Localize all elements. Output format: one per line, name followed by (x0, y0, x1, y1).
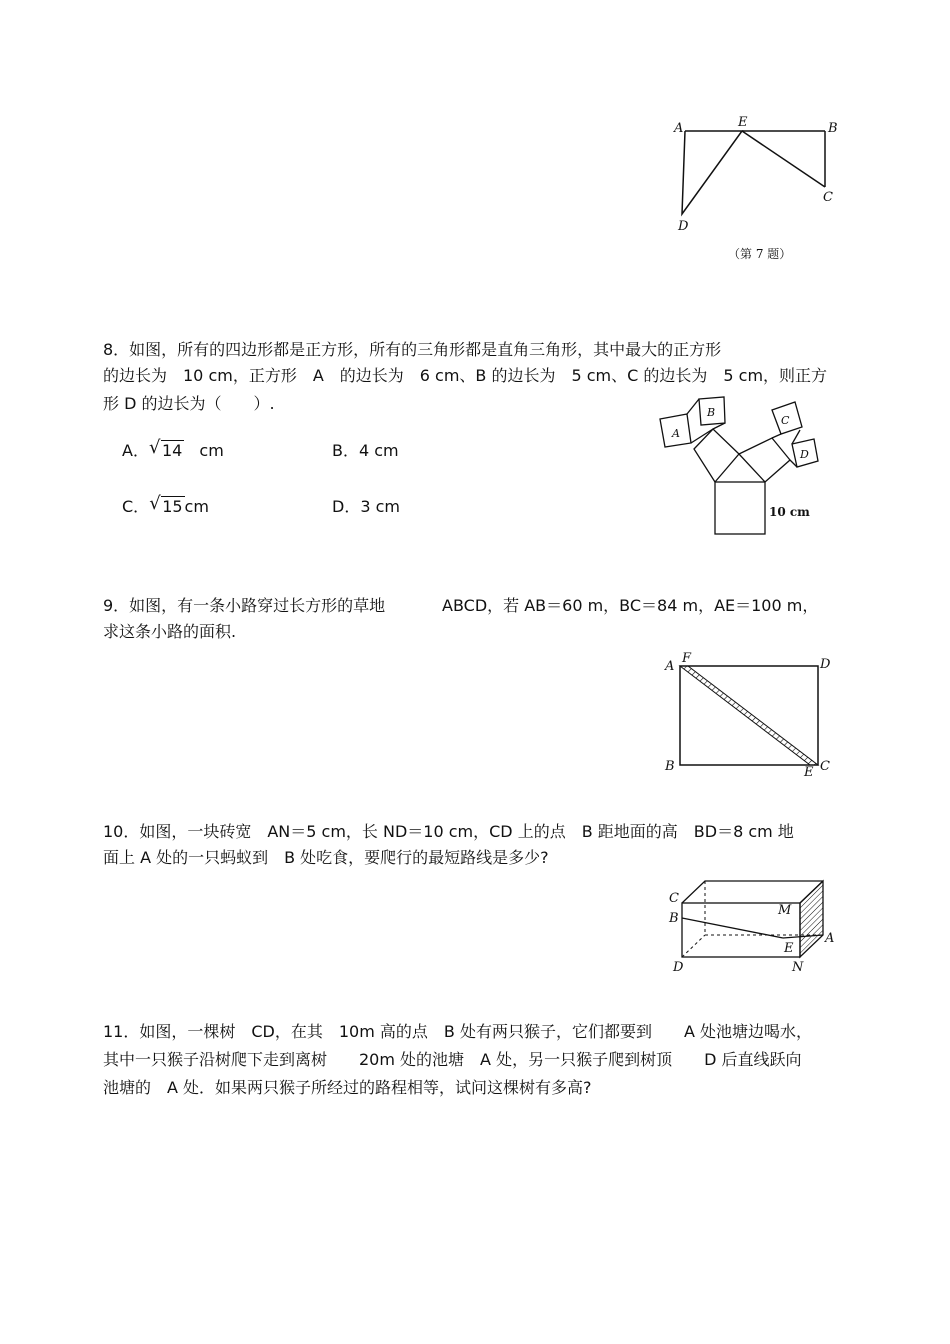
figure-q7 (660, 110, 850, 270)
sqrt-symbol: √ 14 (148, 437, 183, 460)
q8-option-d: D．3 cm (332, 497, 400, 516)
label-D: D (820, 657, 831, 672)
q8-option-c (122, 493, 209, 517)
q9-text-line1b: ABCD，若 AB＝60 m，BC＝84 m，AE＝100 m， (442, 596, 819, 615)
q8-option-a (122, 437, 224, 461)
option-a-radicand: 14 (161, 441, 183, 460)
label-A: A (674, 121, 684, 136)
q8-text-line2: 的边长为 10 cm，正方形 A 的边长为 6 cm、B 的边长为 5 cm、C 的边长为 5 cm，则正方 (103, 366, 828, 385)
figure-q8 (650, 392, 840, 542)
square-D-label: D (800, 448, 809, 461)
sqrt-symbol: √ 15 (149, 493, 183, 516)
figure-q10 (660, 878, 850, 978)
label-A: A (665, 659, 675, 674)
q10-text-line1: 10．如图，一块砖宽 AN＝5 cm，长 ND＝10 cm，CD 上的点 B 距地面的高 BD＝8 cm 地 (103, 822, 794, 841)
label-M: M (778, 903, 792, 918)
option-a-prefix: A． (122, 441, 149, 460)
q8-text-line3: 形 D 的边长为（ ）. (103, 394, 275, 413)
label-E: E (804, 765, 814, 780)
option-c-prefix: C． (122, 497, 150, 516)
label-E: E (738, 115, 748, 130)
q8-text-line1: 8．如图，所有的四边形都是正方形，所有的三角形都是直角三角形，其中最大的正方形 (103, 340, 722, 359)
q11-text-line1: 11．如图，一棵树 CD，在其 10m 高的点 B 处有两只猴子，它们都要到 A 处池塘边喝水， (103, 1022, 812, 1041)
label-B: B (828, 121, 838, 136)
q9-text-line1a: 9．如图，有一条小路穿过长方形的草地 (103, 596, 386, 615)
option-c-unit: cm (184, 497, 209, 516)
label-B: B (665, 759, 675, 774)
q11-text-line2: 其中一只猴子沿树爬下走到离树 20m 处的池塘 A 处，另一只猴子爬到树顶 D 后直线跃向 (103, 1050, 802, 1069)
option-c-radicand: 15 (162, 497, 183, 516)
square-B-label: B (707, 406, 716, 419)
figure-caption: （第 7 题） (728, 247, 792, 261)
figure-q9 (660, 650, 850, 780)
label-F: F (682, 651, 692, 666)
q8-option-b: B．4 cm (332, 441, 399, 460)
label-A: A (825, 931, 835, 946)
q10-text-line2: 面上 A 处的一只蚂蚁到 B 处吃食，要爬行的最短路线是多少? (103, 848, 549, 867)
label-C: C (669, 891, 679, 906)
label-C: C (823, 190, 833, 205)
label-D: D (678, 219, 689, 234)
label-B: B (669, 911, 679, 926)
dimension-label: 10 cm (769, 505, 810, 519)
label-E: E (784, 941, 794, 956)
label-N: N (792, 960, 804, 975)
option-a-unit: cm (199, 441, 224, 460)
square-C-label: C (781, 414, 790, 427)
label-C: C (820, 759, 830, 774)
label-D: D (673, 960, 684, 975)
square-A-label: A (672, 427, 680, 440)
q9-text-line2: 求这条小路的面积. (103, 622, 237, 641)
q11-text-line3: 池塘的 A 处．如果两只猴子所经过的路程相等，试问这棵树有多高? (103, 1078, 592, 1097)
